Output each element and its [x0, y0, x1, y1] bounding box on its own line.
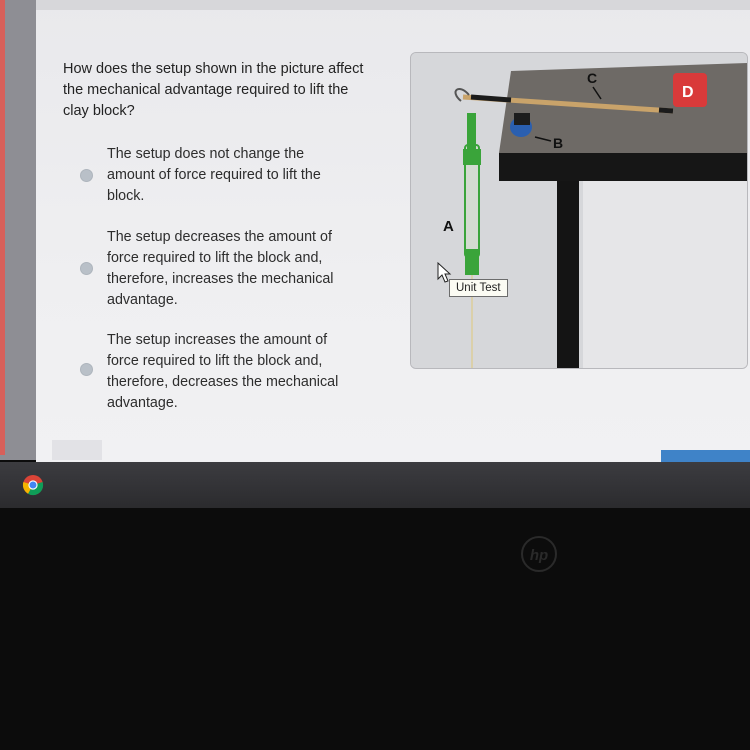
setup-illustration [411, 53, 747, 368]
label-c: C [587, 70, 598, 86]
option-line: advantage. [107, 395, 178, 411]
label-a: A [443, 218, 454, 235]
question-line: the mechanical advantage required to lift the [63, 82, 349, 98]
option-line: amount of force required to lift the [107, 167, 321, 183]
question-line: clay block? [63, 103, 135, 119]
option-line: force required to lift the block and, [107, 353, 323, 369]
setup-figure [410, 52, 748, 369]
option-line: The setup increases the amount of [107, 332, 328, 348]
option-line: advantage. [107, 292, 178, 308]
table-leg [557, 181, 579, 368]
tooltip: Unit Test [449, 279, 508, 297]
hp-logo-icon [520, 535, 558, 573]
option-line: therefore, decreases the mechanical [107, 374, 339, 390]
monitor-bezel [0, 0, 36, 460]
radio-button[interactable] [80, 363, 93, 376]
option-line: The setup does not change the [107, 146, 305, 162]
table-edge [499, 153, 747, 181]
option-text[interactable] [107, 227, 367, 311]
taskbar [0, 462, 750, 508]
option-line: force required to lift the block and, [107, 250, 323, 266]
back-button[interactable] [52, 440, 102, 460]
chrome-icon[interactable] [22, 474, 44, 496]
option-text[interactable] [107, 330, 367, 414]
option-text[interactable] [107, 144, 367, 207]
option-line: block. [107, 188, 145, 204]
option-line: The setup decreases the amount of [107, 229, 332, 245]
question-text [63, 59, 393, 122]
option-line: therefore, increases the mechanical [107, 271, 334, 287]
svg-text:hp: hp [529, 547, 549, 564]
window-edge [0, 0, 5, 455]
label-d: D [682, 84, 694, 101]
radio-button[interactable] [80, 169, 93, 182]
radio-button[interactable] [80, 262, 93, 275]
question-line: How does the setup shown in the picture affect [63, 61, 364, 77]
label-b: B [553, 135, 564, 151]
top-strip [36, 0, 750, 10]
